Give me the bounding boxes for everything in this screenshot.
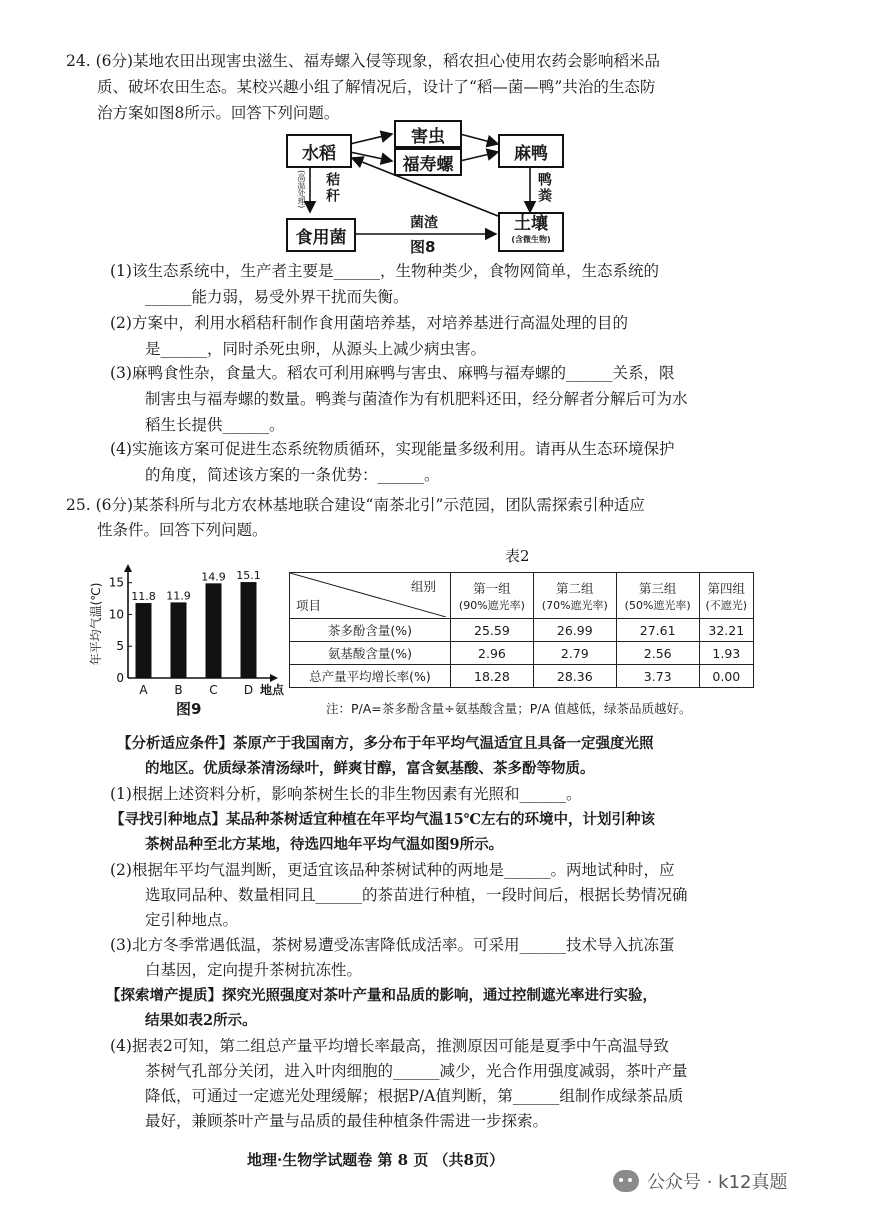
table-cell: 18.28 <box>451 665 534 688</box>
figure-9-caption: 图9 <box>176 700 202 718</box>
bar <box>171 602 187 678</box>
x-tick-label: D <box>243 683 254 697</box>
table-cell: 32.21 <box>699 619 753 642</box>
y-axis-arrow <box>124 564 132 572</box>
q25-s2a: (2)根据年平均气温判断，更适宜该品种茶树试种的两地是______。两地试种时，应 <box>110 861 675 879</box>
table-cell: 0.00 <box>699 665 753 688</box>
table-row <box>290 642 754 665</box>
find-a: 【寻找引种地点】某品种茶树适宜种植在年平均气温15℃左右的环境中，计划引种该 <box>110 811 656 828</box>
table-cell: 1.93 <box>699 642 753 665</box>
bar-value-label: 11.9 <box>166 589 191 603</box>
y-tick-label: 10 <box>108 607 124 622</box>
bar <box>241 582 257 678</box>
q24-s3b: 制害虫与福寿螺的数量。鸭粪与菌渣作为有机肥料还田，经分解者分解后可为水 <box>145 390 688 408</box>
x-tick-label: B <box>174 683 183 697</box>
group-4-note: (不遮光) <box>705 598 748 612</box>
q24-s1a: (1)该生态系统中，生产者主要是______，生物种类少，食物网简单，生态系统的 <box>110 262 659 280</box>
explore-a: 【探索增产提质】探究光照强度对茶叶产量和品质的影响，通过控制遮光率进行实验， <box>106 987 657 1004</box>
bar <box>206 583 222 678</box>
q24-line1: 24. (6分)某地农田出现害虫滋生、福寿螺入侵等现象，稻农担心使用农药会影响稻米品 <box>66 52 661 70</box>
q24-s4b: 的角度，简述该方案的一条优势：______。 <box>145 466 440 484</box>
fungus-box: 食用菌 <box>286 218 356 252</box>
q24-s4a: (4)实施该方案可促进生态系统物质循环，实现能量多级利用。请再从生态环境保护 <box>110 440 675 458</box>
group-1-name: 第一组 <box>473 580 511 596</box>
group-3-header <box>616 573 699 619</box>
soil-note: (含微生物) <box>511 235 551 244</box>
watermark-text: 公众号 · k12真题 <box>647 1172 788 1193</box>
table-cell: 2.96 <box>451 642 534 665</box>
table-2-title: 表2 <box>505 547 530 565</box>
table-cell: 26.99 <box>533 619 616 642</box>
table-cell: 2.56 <box>616 642 699 665</box>
q25-s2c: 定引种地点。 <box>145 911 239 929</box>
figure-8-caption: 图8 <box>410 238 436 256</box>
q24-s3a: (3)麻鸭食性杂，食量大。稻农可利用麻鸭与害虫、麻鸭与福寿螺的______关系，限 <box>110 364 675 382</box>
group-4-header <box>699 573 753 619</box>
duck-box: 麻鸭 <box>498 134 564 168</box>
analysis-b: 的地区。优质绿茶清汤绿叶，鲜爽甘醇，富含氨基酸、茶多酚等物质。 <box>145 760 595 777</box>
page-footer: 地理·生物学试题卷 第 8 页 （共8页） <box>247 1151 504 1169</box>
q25-line1: 25. (6分)某茶科所与北方农林基地联合建设“南茶北引”示范园，团队需探索引种适应 <box>66 496 645 514</box>
y-tick-label: 0 <box>116 671 124 685</box>
x-axis-label: 地点 <box>259 683 285 697</box>
group-3-name: 第三组 <box>638 580 677 596</box>
row-item: 茶多酚含量(%) <box>290 619 451 642</box>
soil-label: 土壤 <box>514 214 548 234</box>
table-cell: 3.73 <box>616 665 699 688</box>
watermark <box>613 1168 788 1194</box>
table-cell: 25.59 <box>451 619 534 642</box>
row-item: 氨基酸含量(%) <box>290 642 451 665</box>
header-group: 组别 <box>410 579 436 594</box>
table-cell: 27.61 <box>616 619 699 642</box>
q25-s3a: (3)北方冬季常遇低温，茶树易遭受冻害降低成活率。可采用______技术导入抗冻蛋 <box>110 936 675 954</box>
dung-label: 鸭粪 <box>536 172 552 204</box>
q25-s4d: 最好，兼顾茶叶产量与品质的最佳种植条件需进一步探索。 <box>145 1112 549 1130</box>
explore-b: 结果如表2所示。 <box>145 1012 257 1029</box>
x-tick-label: C <box>209 683 218 697</box>
table-2 <box>289 572 754 688</box>
residue-label: 菌渣 <box>410 215 438 231</box>
straw-note: (高温处理) <box>297 170 306 209</box>
x-axis-arrow <box>270 674 278 682</box>
group-4-name: 第四组 <box>707 580 746 596</box>
y-axis-label: 年平均气温(℃) <box>89 582 103 666</box>
bar-value-label: 15.1 <box>236 569 261 583</box>
analysis-a: 【分析适应条件】茶原产于我国南方，多分布于年平均气温适宜且具备一定强度光照 <box>117 735 654 752</box>
q24-s2a: (2)方案中，利用水稻秸秆制作食用菌培养基，对培养基进行高温处理的目的 <box>110 314 628 332</box>
table-row <box>290 619 754 642</box>
y-tick-label: 15 <box>108 575 124 590</box>
q25-line2: 性条件。回答下列问题。 <box>97 521 268 539</box>
rice-box: 水稻 <box>286 134 352 168</box>
header-item: 项目 <box>296 598 322 613</box>
q24-line3: 治方案如图8所示。回答下列问题。 <box>97 104 340 122</box>
q25-s2b: 选取同品种、数量相同且______的茶苗进行种植，一段时间后，根据长势情况确 <box>145 886 688 904</box>
y-tick-label: 5 <box>116 639 124 654</box>
q24-line2: 质、破坏农田生态。某校兴趣小组了解情况后，设计了“稻—菌—鸭”共治的生态防 <box>97 78 656 96</box>
bar-value-label: 11.8 <box>131 590 156 604</box>
q25-s1: (1)根据上述资料分析，影响茶树生长的非生物因素有光照和______。 <box>110 785 582 803</box>
group-1-header <box>451 573 534 619</box>
group-2-note: (70%遮光率) <box>541 598 608 612</box>
table-row <box>290 665 754 688</box>
table-2-note: 注：P/A=茶多酚含量÷氨基酸含量；P/A 值越低，绿茶品质越好。 <box>326 701 692 716</box>
group-2-name: 第二组 <box>556 580 594 596</box>
wechat-icon <box>613 1170 639 1192</box>
straw-label: 秸秆 <box>324 172 340 204</box>
pest-box: 害虫 <box>394 120 462 148</box>
snail-box: 福寿螺 <box>394 148 462 176</box>
table-cell: 28.36 <box>533 665 616 688</box>
q24-s3c: 稻生长提供______。 <box>145 416 285 434</box>
q25-s3b: 白基因，定向提升茶树抗冻性。 <box>145 961 363 979</box>
table-header-diag <box>290 573 451 619</box>
bar <box>136 603 152 678</box>
table-cell: 2.79 <box>533 642 616 665</box>
bar-value-label: 14.9 <box>201 570 226 584</box>
q25-s4c: 降低，可通过一定遮光处理缓解；根据P/A值判断，第______组制作成绿茶品质 <box>145 1087 684 1105</box>
row-item: 总产量平均增长率(%) <box>290 665 451 688</box>
group-1-note: (90%遮光率) <box>458 598 525 612</box>
q24-s2b: 是______，同时杀死虫卵，从源头上减少病虫害。 <box>145 340 487 358</box>
x-tick-label: A <box>139 683 148 697</box>
group-3-note: (50%遮光率) <box>624 598 691 612</box>
q24-s1b: ______能力弱，易受外界干扰而失衡。 <box>145 288 409 306</box>
q25-s4b: 茶树气孔部分关闭，进入叶肉细胞的______减少，光合作用强度减弱，茶叶产量 <box>145 1062 688 1080</box>
find-b: 茶树品种至北方某地，待选四地年平均气温如图9所示。 <box>145 836 504 853</box>
soil-box <box>498 212 564 252</box>
group-2-header <box>533 573 616 619</box>
q25-s4a: (4)据表2可知，第二组总产量平均增长率最高，推测原因可能是夏季中午高温导致 <box>110 1037 669 1055</box>
figure-9-chart <box>86 560 286 720</box>
